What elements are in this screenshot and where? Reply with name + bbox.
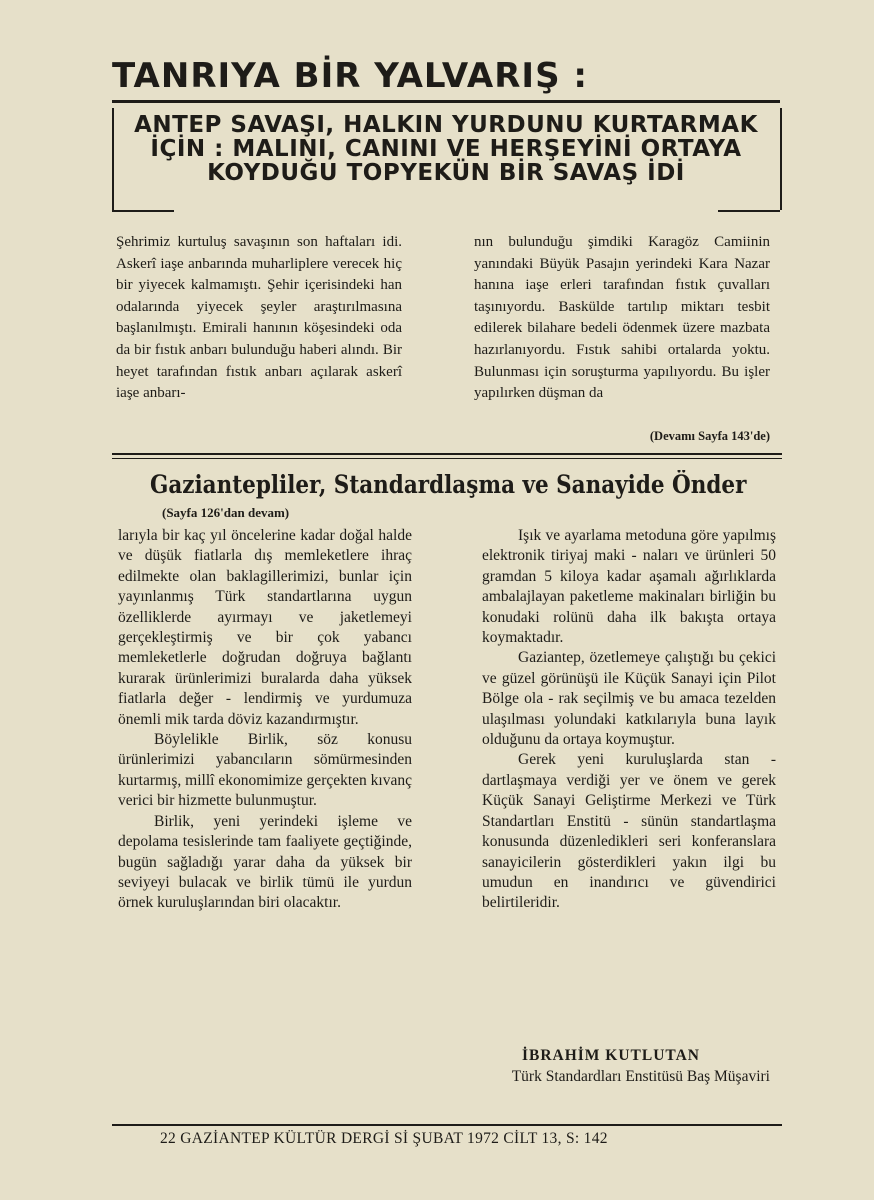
article-column-left: Şehrimiz kurtuluş savaşının son haftaları idi. Askerî iaşe anbarında muharliplere verecek hiç bir yiyecek kalmamıştı. Şehir içerisindeki han odalarında yiyecek şeyler araştırılmasına başlanılmıştı. Emirali hanının köşesindeki oda da bir fıstık anbarı bulunduğu haberi alındı. Bir heyet tarafından fıstık anbarı açılarak askerî iaşe anbarı-	[116, 234, 402, 402]
headline-bottom-rule-right	[718, 210, 780, 212]
article-subtitle: (Sayfa 126'dan devam)	[162, 505, 290, 520]
title-rule	[112, 100, 780, 103]
article-title: Gaziantepliler, Standardlaşma ve Sanayide Önder	[150, 470, 747, 499]
paragraph: Işık ve ayarlama metoduna göre yapılmış elektronik tiriyaj maki - naları ve ürünleri 50 gramdan 5 kiloya kadar aşamalı ağırlıklarda ambalajlayan paketleme makinaları birliğin bu konudaki rolünü daha ilk bakışta ortaya koymaktadır.	[482, 527, 776, 647]
paragraph: Böylelikle Birlik, söz konusu ürünlerimizi yabancıların sömürmesinden kurtarmış, millî ekonomimize gerçekten kıvanç verici bir hizmette bulunmuştur.	[118, 731, 412, 810]
headline: ANTEP SAVAŞI, HALKIN YURDUNU KURTARMAK İÇİN : MALINI, CANINI VE HERŞEYİNİ ORTAYA KOYDUĞU TOPYEKÜN BİR SAVAŞ İDİ	[134, 112, 758, 186]
article2-column-left	[118, 526, 412, 914]
section-divider-bottom	[112, 458, 782, 459]
headline-bottom-rule-left	[112, 210, 174, 212]
footer-rule	[112, 1124, 782, 1126]
page-footer: 22 GAZİANTEP KÜLTÜR DERGİ Sİ ŞUBAT 1972 CİLT 13, S: 142	[160, 1130, 608, 1147]
paragraph: Gerek yeni kuruluşlarda stan - dartlaşmaya verdiği yer ve önem ve gerek Küçük Sanayi Geliştirme Merkezi ve Türk Standartları Enstitü - sünün standartlaşma konusunda düzenledikleri seri konferanslara sanayicilerin gösterdikleri yakın ilgi bu umudun en inandırıcı ve güvendirici belirtileridir.	[482, 751, 776, 912]
article2-column-right	[482, 526, 776, 914]
author-block	[430, 1047, 770, 1086]
section-title: TANRIYA BİR YALVARIŞ :	[112, 56, 588, 96]
paragraph: Gaziantep, özetlemeye çalıştığı bu çekici ve güzel görünüşü ile Küçük Sanayi için Pilot Bölge ola - rak seçilmiş ve bu amaca tezelden ulaşılması yolundaki katkılarıyla buna layık olduğunu da ortaya koymuştur.	[482, 649, 776, 749]
section-divider-top	[112, 453, 782, 455]
continued-note: (Devamı Sayfa 143'de)	[649, 429, 770, 443]
paragraph: Birlik, yeni yerindeki işleme ve depolama tesislerinde tam faaliyete geçtiğinde, bugün sağladığı yarar daha da yüksek bir seviyeyi bulacak ve birlik tümü ile yurdun örnek kuruluşlarından biri olacaktır.	[118, 812, 412, 912]
article-column-right: nın bulunduğu şimdiki Karagöz Camiinin yanındaki Büyük Pasajın yerindeki Kara Nazar hanına iaşe erleri tarafından fıstık çuvalları taşınıyordu. Baskülde tartılıp miktarı tesbit edilerek bilahare bedeli ödenmek üzere mazbata hazırlanıyordu. Fıstık sahibi ortalarda yoktu. Bulunması için soruşturma yapılıyordu. Bu işler yapılırken düşman da	[474, 234, 770, 402]
paragraph: larıyla bir kaç yıl öncelerine kadar doğal halde ve düşük fiatlarla dış memleketlere ihraç edilmekte olan baklagillerimizi, bunlar için yayınlanmış Türk standartlarına uygun özelliklerde ayırmayı ve jaketlemeyi gerçekleştirmiş ve bir çok yabancı memleketlerle doğrudan doğruya bağlantı kurarak ürünlerimizi buralarda daha yüksek fiatlarla değer - lendirmiş ve yurdumuza önemli mik tarda döviz kazandırmıştır.	[118, 527, 412, 728]
author-title: Türk Standardları Enstitüsü Baş Müşaviri	[511, 1068, 770, 1085]
author-name: İBRAHİM KUTLUTAN	[521, 1047, 700, 1064]
